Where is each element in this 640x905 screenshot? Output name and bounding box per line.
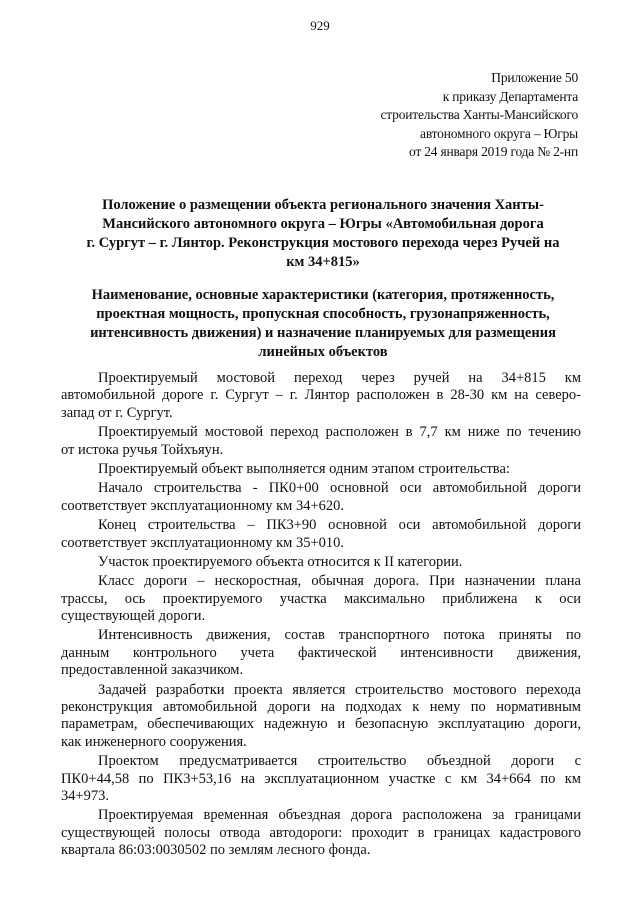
text-line: запад от г. Сургут. xyxy=(61,404,173,421)
heading-line: проектная мощность, пропускная способность, грузонапряженность, xyxy=(96,306,550,322)
title-line: Мансийского автономного округа – Югры «Автомобильная дорога xyxy=(102,216,544,232)
text-line: соответствует эксплуатационному км 34+620. xyxy=(61,497,344,514)
paragraph-location xyxy=(61,370,581,422)
appendix-line: от 24 января 2019 года № 2-нп xyxy=(408,144,578,159)
paragraph-category xyxy=(61,554,581,571)
paragraph-objective xyxy=(61,682,581,752)
title-line: г. Сургут – г. Лянтор. Реконструкция мостового перехода через Ручей на xyxy=(86,235,560,251)
appendix-reference xyxy=(278,69,578,162)
text-line: соответствует эксплуатационному км 35+010. xyxy=(61,534,344,551)
text-line: существующей полосы отвода автодороги: проходит в границах кадастрового xyxy=(61,824,581,841)
paragraph-start xyxy=(61,480,581,515)
heading-line: интенсивность движения) и назначение планируемых для размещения xyxy=(90,325,556,341)
text-line: Проектируемый мостовой переход через ручей на 34+815 км xyxy=(98,370,581,386)
text-line: Проектируемая временная объездная дорога расположена за границами xyxy=(98,807,581,824)
text-line: автомобильной дороге г. Сургут – г. Лянтор расположен в 28-30 км на северо- xyxy=(61,387,581,404)
paragraph-class xyxy=(61,573,581,625)
text-line: Задачей разработки проекта является строительство мостового перехода xyxy=(98,681,581,698)
heading-line: Наименование, основные характеристики (категория, протяженность, xyxy=(91,287,555,303)
text-line: Интенсивность движения, состав транспортного потока приняты по xyxy=(98,627,581,644)
paragraph-traffic xyxy=(61,627,581,679)
section-heading xyxy=(70,286,576,362)
text-line: ПК0+44,58 по ПК3+53,16 на эксплуатационном участке с км 34+664 по км xyxy=(61,770,581,787)
text-line: от истока ручья Тойхъяун. xyxy=(61,441,224,458)
paragraph-stream xyxy=(61,424,581,459)
text-line: предоставленной заказчиком. xyxy=(61,662,244,679)
text-line: 34+973. xyxy=(61,787,110,804)
text-line: Проектируемый объект выполняется одним этапом строительства: xyxy=(98,460,510,477)
paragraph-detour xyxy=(61,753,581,805)
text-line: квартала 86:03:0030502 по землям лесного фонда. xyxy=(61,842,371,859)
document-title xyxy=(80,196,566,272)
text-line: Класс дороги – нескоростная, обычная дорога. При назначении плана xyxy=(98,573,581,590)
text-line: Начало строительства - ПК0+00 основной оси автомобильной дороги xyxy=(98,480,581,497)
title-line: км 34+815» xyxy=(286,254,360,270)
text-line: Проектом предусматривается строительство объездной дороги с xyxy=(98,753,581,770)
appendix-line: автономного округа – Югры xyxy=(420,125,578,141)
text-line: Проектируемый мостовой переход расположен в 7,7 км ниже по течению xyxy=(98,424,581,441)
text-line: как инженерного сооружения. xyxy=(61,733,247,750)
text-line: трассы, ось проектируемого участка максимально приближена к оси xyxy=(61,590,581,607)
appendix-line: Приложение 50 xyxy=(491,70,578,85)
title-line: Положение о размещении объекта регионального значения Ханты- xyxy=(102,197,544,213)
appendix-line: строительства Ханты-Мансийского xyxy=(380,107,578,122)
appendix-line: к приказу Департамента xyxy=(442,88,578,104)
text-line: Участок проектируемого объекта относится к II категории. xyxy=(98,553,463,570)
text-line: параметрам, обеспечивающих надежную и безопасную эксплуатацию дороги, xyxy=(61,716,581,733)
text-line: реконструкция автомобильной дороги на подходах к нему по нормативным xyxy=(61,699,581,716)
paragraph-end xyxy=(61,517,581,552)
text-line: данным контрольного учета фактической интенсивности движения, xyxy=(61,644,581,661)
text-line: Конец строительства – ПК3+90 основной оси автомобильной дороги xyxy=(98,517,581,534)
paragraph-stage xyxy=(61,461,581,478)
paragraph-temporary-road xyxy=(61,807,581,859)
body-text xyxy=(61,370,581,862)
page-number: 929 xyxy=(310,18,330,33)
text-line: существующей дороги. xyxy=(61,608,206,625)
heading-line: линейных объектов xyxy=(258,344,388,360)
